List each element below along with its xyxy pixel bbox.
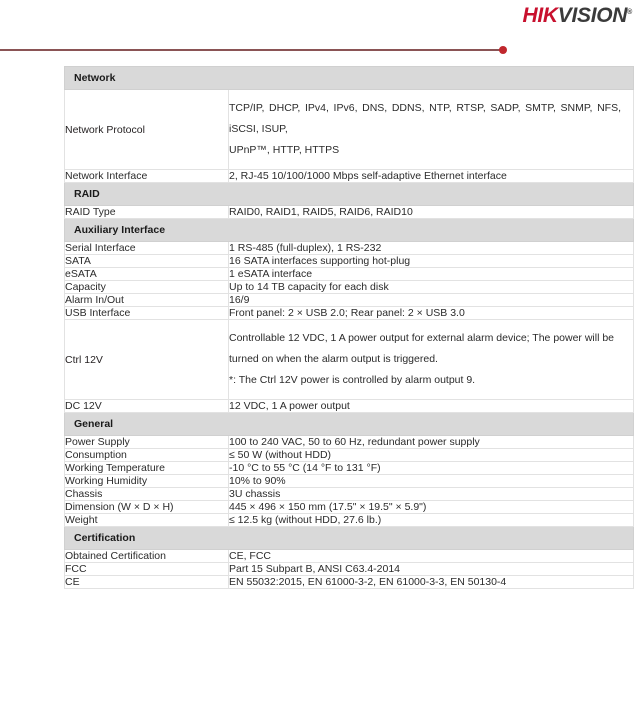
header-divider-dot-icon	[499, 46, 507, 54]
table-row	[65, 576, 634, 589]
spec-label: Obtained Certification	[65, 550, 229, 563]
spec-value: Up to 14 TB capacity for each disk	[229, 281, 634, 294]
table-row	[65, 281, 634, 294]
spec-label: USB Interface	[65, 307, 229, 320]
spec-label: Chassis	[65, 488, 229, 501]
spec-value: 100 to 240 VAC, 50 to 60 Hz, redundant power supply	[229, 436, 634, 449]
spec-label: FCC	[65, 563, 229, 576]
hikvision-logo	[522, 4, 632, 28]
section-header-row	[65, 219, 634, 242]
table-row	[65, 268, 634, 281]
header-divider-line	[0, 49, 503, 51]
table-row	[65, 550, 634, 563]
spec-value: RAID0, RAID1, RAID5, RAID6, RAID10	[229, 206, 634, 219]
spec-value: 1 RS-485 (full-duplex), 1 RS-232	[229, 242, 634, 255]
table-row	[65, 170, 634, 183]
spec-value: 2, RJ-45 10/100/1000 Mbps self-adaptive Ethernet interface	[229, 170, 634, 183]
spec-label: Alarm In/Out	[65, 294, 229, 307]
spec-label: Working Humidity	[65, 475, 229, 488]
spec-label: Capacity	[65, 281, 229, 294]
section-header-row	[65, 67, 634, 90]
table-row	[65, 563, 634, 576]
spec-value-line: TCP/IP, DHCP, IPv4, IPv6, DNS, DDNS, NTP, RTSP, SADP, SMTP, SNMP, NFS, iSCSI, ISUP,	[229, 102, 621, 135]
spec-label: Network Protocol	[65, 90, 229, 170]
spec-label: SATA	[65, 255, 229, 268]
spec-label: RAID Type	[65, 206, 229, 219]
spec-value-line: Controllable 12 VDC, 1 A power output for external alarm device; The power will be	[229, 332, 615, 344]
section-header-title: Auxiliary Interface	[65, 219, 634, 242]
spec-value: -10 °C to 55 °C (14 °F to 131 °F)	[229, 462, 634, 475]
spec-value-line: *: The Ctrl 12V power is controlled by alarm output 9.	[229, 374, 476, 386]
section-header-row	[65, 527, 634, 550]
spec-value: Front panel: 2 × USB 2.0; Rear panel: 2 × USB 3.0	[229, 307, 634, 320]
spec-label: Weight	[65, 514, 229, 527]
spec-value: ≤ 50 W (without HDD)	[229, 449, 634, 462]
section-header-title: General	[65, 413, 634, 436]
spec-value-line: turned on when the alarm output is triggered.	[229, 353, 438, 365]
table-row	[65, 501, 634, 514]
header-divider	[0, 45, 640, 55]
spec-value: 10% to 90%	[229, 475, 634, 488]
specification-table	[64, 66, 634, 589]
spec-label: Power Supply	[65, 436, 229, 449]
spec-label: DC 12V	[65, 400, 229, 413]
spec-value: 12 VDC, 1 A power output	[229, 400, 634, 413]
spec-value: 16/9	[229, 294, 634, 307]
table-row	[65, 400, 634, 413]
spec-label: eSATA	[65, 268, 229, 281]
spec-value: Part 15 Subpart B, ANSI C63.4-2014	[229, 563, 634, 576]
section-header-title: Certification	[65, 527, 634, 550]
table-row	[65, 488, 634, 501]
spec-label: Consumption	[65, 449, 229, 462]
spec-value: EN 55032:2015, EN 61000-3-2, EN 61000-3-3, EN 50130-4	[229, 576, 634, 589]
table-row	[65, 242, 634, 255]
spec-value	[229, 320, 634, 400]
section-header-title: Network	[65, 67, 634, 90]
logo-trademark-symbol: ®	[627, 9, 632, 16]
spec-value: ≤ 12.5 kg (without HDD, 27.6 lb.)	[229, 514, 634, 527]
table-row	[65, 436, 634, 449]
spec-value: 3U chassis	[229, 488, 634, 501]
section-header-title: RAID	[65, 183, 634, 206]
table-row	[65, 514, 634, 527]
spec-value	[229, 90, 634, 170]
spec-value-line: UPnP™, HTTP, HTTPS	[229, 144, 340, 156]
table-row	[65, 320, 634, 400]
section-header-row	[65, 413, 634, 436]
spec-value: 16 SATA interfaces supporting hot-plug	[229, 255, 634, 268]
section-header-row	[65, 183, 634, 206]
logo-text-hik: HIK	[522, 4, 558, 27]
table-row	[65, 449, 634, 462]
spec-label: Ctrl 12V	[65, 320, 229, 400]
spec-label: CE	[65, 576, 229, 589]
page-header	[0, 0, 640, 56]
spec-value: CE, FCC	[229, 550, 634, 563]
spec-value: 445 × 496 × 150 mm (17.5" × 19.5" × 5.9")	[229, 501, 634, 514]
spec-value: 1 eSATA interface	[229, 268, 634, 281]
table-row	[65, 307, 634, 320]
table-row	[65, 462, 634, 475]
table-row	[65, 475, 634, 488]
table-row	[65, 255, 634, 268]
spec-label: Serial Interface	[65, 242, 229, 255]
table-row	[65, 90, 634, 170]
table-row	[65, 206, 634, 219]
table-row	[65, 294, 634, 307]
spec-label: Working Temperature	[65, 462, 229, 475]
spec-label: Dimension (W × D × H)	[65, 501, 229, 514]
spec-label: Network Interface	[65, 170, 229, 183]
logo-text-vision: VISION	[557, 4, 628, 27]
